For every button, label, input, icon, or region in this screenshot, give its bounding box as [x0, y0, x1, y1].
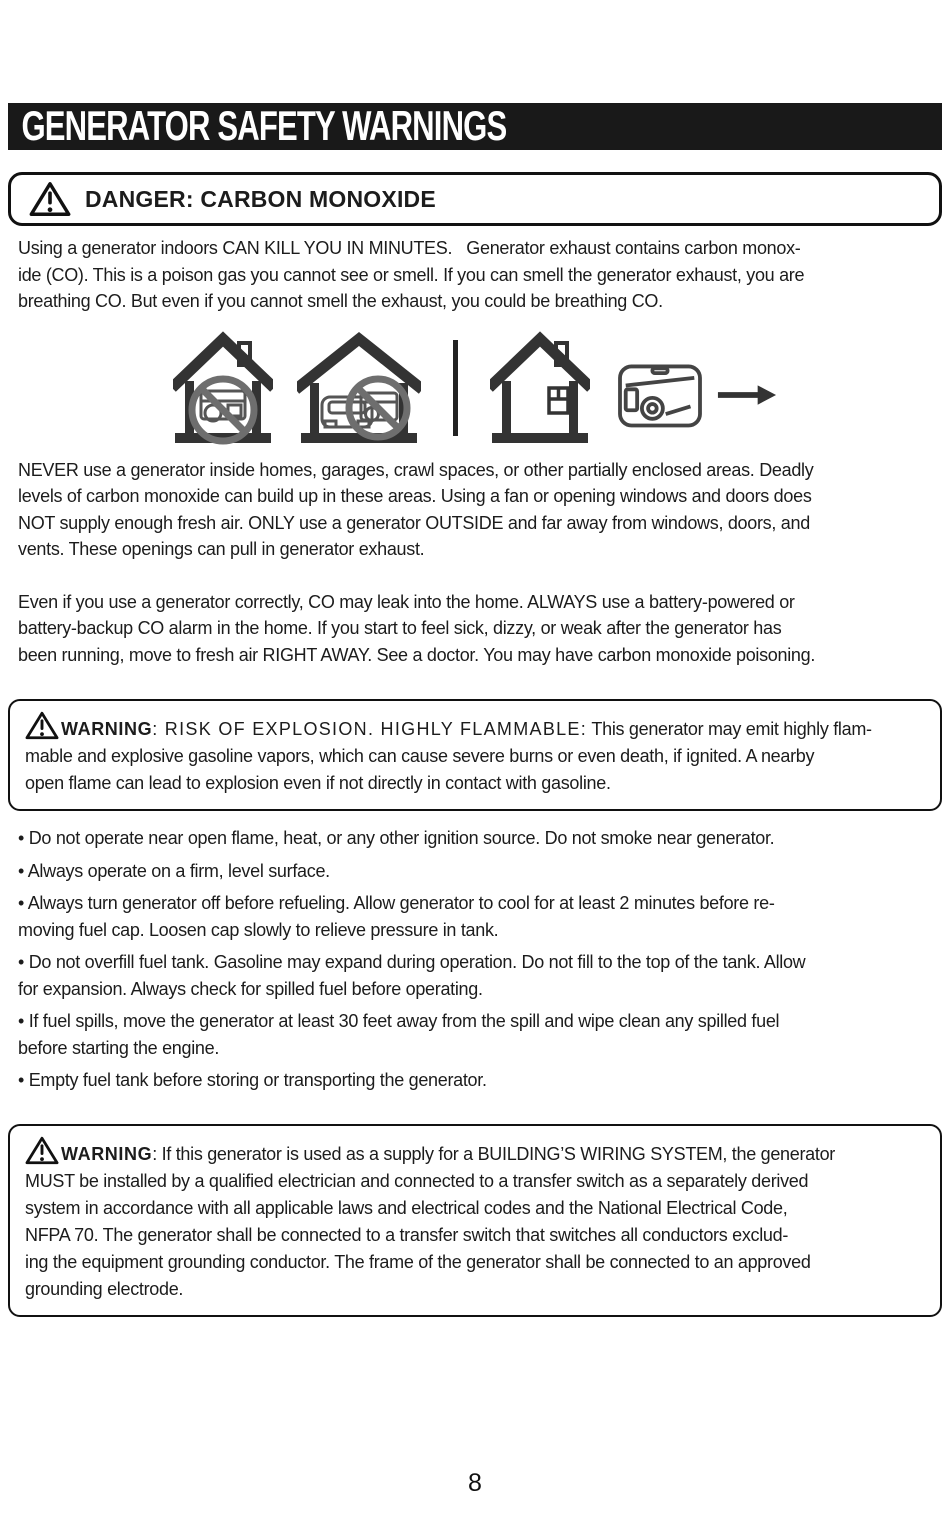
bullet-text: • Always operate on a firm, level surface. [18, 858, 932, 885]
bullet-text: moving fuel cap. Loosen cap slowly to relieve pressure in tank. [18, 919, 499, 940]
list-item [18, 949, 932, 1002]
list-item [18, 1008, 932, 1061]
fuel-safety-bullet-list [18, 825, 932, 1094]
arrow-right-icon [716, 383, 778, 407]
warning-triangle-icon [29, 181, 71, 217]
bullet-text: • If fuel spills, move the generator at least 30 feet away from the spill and wipe clean any spilled fuel [18, 1008, 932, 1035]
text-line: NOT supply enough fresh air. ONLY use a generator OUTSIDE and far away from windows, doors, and [18, 512, 810, 533]
text-line: open flame can lead to explosion even if not directly in contact with gasoline. [25, 773, 611, 793]
text-line: Using a generator indoors CAN KILL YOU IN MINUTES. Generator exhaust contains carbon monox- [18, 238, 801, 258]
window-glyph [549, 388, 568, 413]
warning-text: : If this generator is used as a supply for a BUILDING’S WIRING SYSTEM, the generator [152, 1143, 835, 1164]
bullet-text: • Do not overfill fuel tank. Gasoline may expand during operation. Do not fill to the top of the tank. Allow [18, 949, 932, 976]
bullet-text: • Do not operate near open flame, heat, or any other ignition source. Do not smoke near generator. [18, 825, 932, 852]
warning-emphasis: : RISK OF EXPLOSION. HIGHLY FLAMMABLE: [152, 719, 588, 739]
wiring-warning-callout [8, 1124, 942, 1317]
warning-text: This generator may emit highly flam- [587, 719, 872, 739]
page-number: 8 [468, 1468, 482, 1497]
text-line: system in accordance with all applicable laws and electrical codes and the National Electrical Code, [25, 1197, 788, 1218]
text-line: ing the equipment grounding conductor. The frame of the generator shall be connected to an approved [25, 1251, 811, 1272]
page-title: GENERATOR SAFETY WARNINGS [21, 102, 507, 149]
no-generator-in-house-icon [173, 331, 273, 449]
list-item [18, 825, 932, 852]
text-line: mable and explosive gasoline vapors, which can cause severe burns or even death, if ignited. A nearby [25, 746, 815, 766]
pictogram-divider [453, 340, 458, 436]
text-line: MUST be installed by a qualified electrician and connected to a transfer switch as a separately derived [25, 1170, 809, 1191]
warning-label: WARNING [61, 719, 153, 739]
co-paragraph-3 [18, 589, 932, 669]
warning-triangle-icon [25, 1136, 59, 1165]
text-line: ide (CO). This is a poison gas you cannot see or smell. If you can smell the generator exhaust, you are [18, 264, 805, 285]
text-line: battery-backup CO alarm in the home. If you start to feel sick, dizzy, or weak after the generator has [18, 618, 782, 638]
warning-triangle-icon [25, 711, 59, 740]
bullet-text: before starting the engine. [18, 1037, 220, 1058]
text-line: breathing CO. But even if you cannot smell the exhaust, you could be breathing CO. [18, 291, 663, 311]
text-line: NFPA 70. The generator shall be connected to a transfer switch that switches all conductors exclud- [25, 1224, 789, 1245]
text-line: been running, move to fresh air RIGHT AWAY. See a doctor. You may have carbon monoxide poisoning. [18, 644, 816, 665]
bullet-text: for expansion. Always check for spilled fuel before operating. [18, 978, 483, 999]
text-line: NEVER use a generator inside homes, garages, crawl spaces, or other partially enclosed areas. Deadly [18, 459, 814, 480]
co-paragraph-1 [18, 235, 932, 315]
generator-outdoors-group [614, 355, 778, 435]
no-generator-in-garage-icon [297, 331, 421, 449]
bullet-text: • Always turn generator off before refueling. Allow generator to cool for at least 2 minutes before re- [18, 890, 932, 917]
section-header-bar [8, 103, 942, 150]
generator-icon [614, 355, 706, 435]
text-line: vents. These openings can pull in generator exhaust. [18, 539, 425, 559]
list-item [18, 858, 932, 885]
explosion-warning-callout [8, 699, 942, 811]
warning-first-line [25, 711, 925, 743]
list-item [18, 890, 932, 943]
co-paragraph-2 [18, 457, 932, 563]
text-line: levels of carbon monoxide can build up in these areas. Using a fan or opening windows and doors does [18, 486, 812, 506]
danger-title: DANGER: CARBON MONOXIDE [85, 185, 436, 212]
house-icon [490, 331, 590, 449]
text-line: Even if you use a generator correctly, CO may leak into the home. ALWAYS use a battery-powered or [18, 591, 795, 612]
bullet-text: • Empty fuel tank before storing or transporting the generator. [18, 1067, 932, 1094]
list-item [18, 1067, 932, 1094]
warning-first-line [25, 1136, 925, 1168]
text-line: grounding electrode. [25, 1278, 184, 1299]
safety-pictograms [0, 327, 950, 449]
danger-callout [8, 172, 942, 226]
warning-label: WARNING [61, 1143, 153, 1164]
